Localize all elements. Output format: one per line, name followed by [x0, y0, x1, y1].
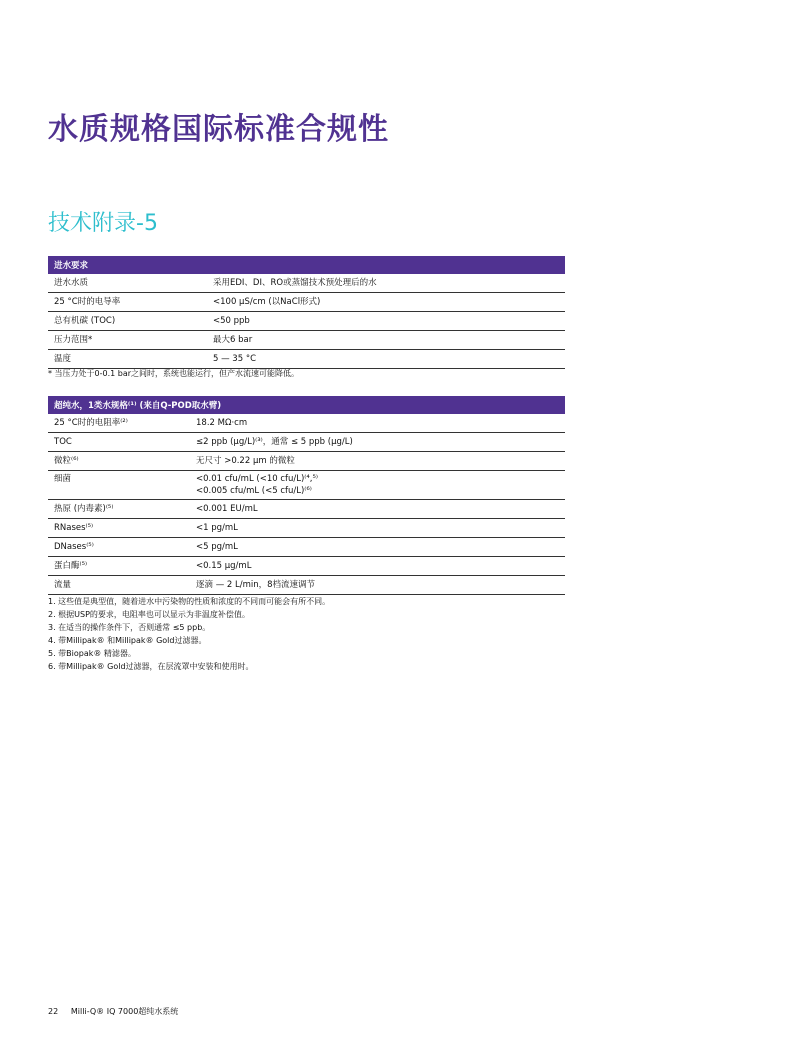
footnote: 1. 这些值是典型值，随着进水中污染物的性质和浓度的不同而可能会有所不同。 — [48, 597, 331, 606]
table-header: 进水要求 — [48, 256, 565, 274]
row-label: 25 °C时的电导率 — [48, 293, 207, 312]
footnotes-list — [48, 595, 330, 673]
page-title: 水质规格国际标准合规性 — [48, 112, 389, 147]
row-label: DNases⁽⁵⁾ — [48, 538, 190, 557]
row-value: <1 pg/mL — [190, 519, 565, 538]
row-label: 细菌 — [48, 471, 190, 500]
product-name: Milli-Q® IQ 7000超纯水系统 — [70, 1007, 179, 1016]
feed-water-table — [48, 256, 565, 369]
row-value: <50 ppb — [207, 312, 565, 331]
table-row — [48, 576, 565, 595]
footnote: 4. 带Millipak® 和Millipak® Gold过滤器。 — [48, 636, 207, 645]
page-footer — [48, 1006, 178, 1017]
row-value-line1: <0.01 cfu/mL (<10 cfu/L)⁽⁴,⁵⁾ — [196, 474, 319, 484]
row-label: RNases⁽⁵⁾ — [48, 519, 190, 538]
row-label: 流量 — [48, 576, 190, 595]
footnote: 2. 根据USP的要求，电阻率也可以显示为非温度补偿值。 — [48, 610, 250, 619]
footnote: 5. 带Biopak® 精滤器。 — [48, 649, 136, 658]
row-value-line2: <0.005 cfu/mL (<5 cfu/L)⁽⁶⁾ — [196, 486, 312, 496]
page-subtitle: 技术附录-5 — [48, 211, 158, 236]
table-row — [48, 414, 565, 433]
row-label: 微粒⁽⁶⁾ — [48, 452, 190, 471]
row-value: <0.15 µg/mL — [190, 557, 565, 576]
row-value: 无尺寸 >0.22 µm 的微粒 — [190, 452, 565, 471]
row-value: 逐滴 — 2 L/min，8档流速调节 — [190, 576, 565, 595]
table-row — [48, 350, 565, 369]
table-row — [48, 519, 565, 538]
row-label: 蛋白酶⁽⁵⁾ — [48, 557, 190, 576]
table-row — [48, 557, 565, 576]
table-row — [48, 433, 565, 452]
footnote: 3. 在适当的操作条件下，否则通常 ≤5 ppb。 — [48, 623, 211, 632]
row-value: <100 µS/cm (以NaCl形式) — [207, 293, 565, 312]
row-label: 25 °C时的电阻率⁽²⁾ — [48, 414, 190, 433]
table-row — [48, 293, 565, 312]
table-row — [48, 274, 565, 293]
row-label: 温度 — [48, 350, 207, 369]
feed-table-note: * 当压力处于0-0.1 bar之间时，系统也能运行，但产水流速可能降低。 — [48, 369, 300, 378]
table-header: 超纯水，1类水规格⁽¹⁾ (来自Q-POD取水臂) — [48, 396, 565, 414]
table-row — [48, 500, 565, 519]
row-value: <5 pg/mL — [190, 538, 565, 557]
footnote: 6. 带Millipak® Gold过滤器，在层流罩中安装和使用时。 — [48, 662, 254, 671]
row-value: 18.2 MΩ·cm — [190, 414, 565, 433]
row-label: 热原 (内毒素)⁽⁵⁾ — [48, 500, 190, 519]
table-row — [48, 331, 565, 350]
table-row — [48, 452, 565, 471]
row-value: 最大6 bar — [207, 331, 565, 350]
table-row — [48, 471, 565, 500]
row-value: <0.001 EU/mL — [190, 500, 565, 519]
page-number: 22 — [48, 1007, 59, 1016]
row-label: 总有机碳 (TOC) — [48, 312, 207, 331]
row-label: 压力范围* — [48, 331, 207, 350]
row-label: TOC — [48, 433, 190, 452]
table-row — [48, 538, 565, 557]
row-value: 采用EDI、DI、RO或蒸馏技术预处理后的水 — [207, 274, 565, 293]
table-row — [48, 312, 565, 331]
row-value — [190, 471, 565, 500]
row-label: 进水水质 — [48, 274, 207, 293]
ultrapure-spec-table — [48, 396, 565, 595]
row-value: ≤2 ppb (µg/L)⁽³⁾，通常 ≤ 5 ppb (µg/L) — [190, 433, 565, 452]
row-value: 5 — 35 °C — [207, 350, 565, 369]
